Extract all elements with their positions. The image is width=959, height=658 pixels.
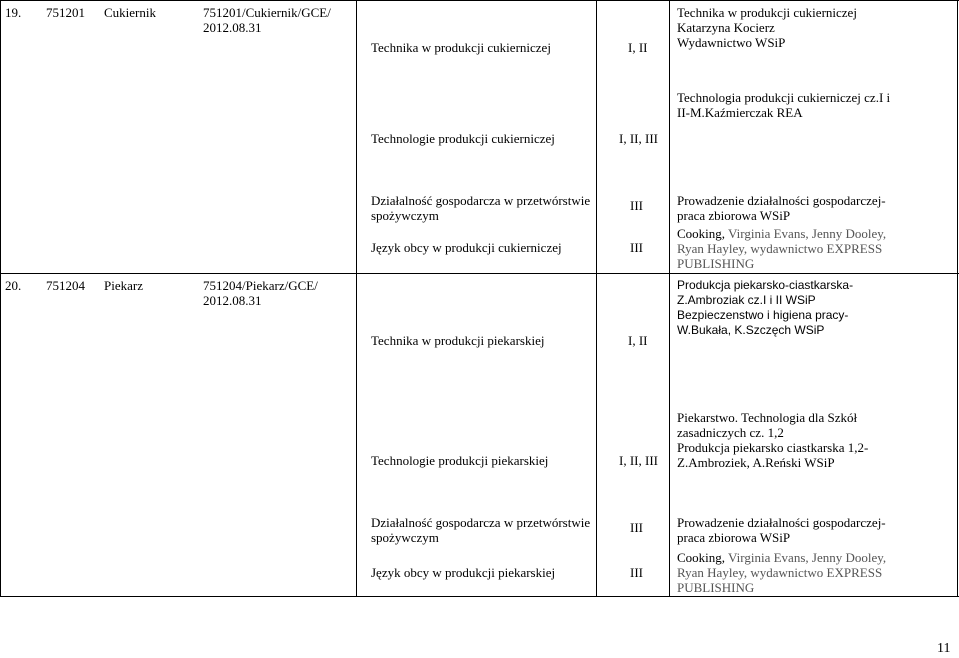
textbook-line: Produkcja piekarsko-ciastkarska- bbox=[677, 278, 854, 292]
table-bottom-border bbox=[0, 596, 959, 597]
program-code: 751201/Cukiernik/GCE/ bbox=[203, 5, 331, 20]
table-left-border bbox=[0, 0, 1, 597]
textbook-line: PUBLISHING bbox=[677, 256, 755, 271]
textbook-line: Cooking, Virginia Evans, Jenny Dooley, bbox=[677, 226, 887, 241]
textbook-line: Katarzyna Kocierz bbox=[677, 20, 775, 35]
subject-name: spożywczym bbox=[371, 208, 439, 223]
subject-name: Działalność gospodarcza w przetwórstwie bbox=[371, 515, 591, 530]
textbook-line: Technika w produkcji cukierniczej bbox=[677, 5, 857, 20]
textbook-line: Bezpieczenstwo i higiena pracy- bbox=[677, 308, 849, 322]
column-divider bbox=[596, 0, 597, 597]
textbook-line: Prowadzenie działalności gospodarczej- bbox=[677, 515, 886, 530]
textbook-line: Ryan Hayley, wydawnictwo EXPRESS bbox=[677, 241, 883, 256]
subject-classes: I, II bbox=[628, 333, 648, 348]
page-number: 11 bbox=[937, 641, 951, 656]
subject-name: Technika w produkcji cukierniczej bbox=[371, 40, 551, 55]
subject-name: Język obcy w produkcji cukierniczej bbox=[371, 240, 562, 255]
subject-classes: III bbox=[630, 565, 643, 580]
subject-classes: III bbox=[630, 198, 643, 213]
subject-name: Technologie produkcji cukierniczej bbox=[371, 131, 555, 146]
program-date: 2012.08.31 bbox=[203, 293, 262, 308]
textbook-line: Piekarstwo. Technologia dla Szkół bbox=[677, 410, 858, 425]
textbook-line: zasadniczych cz. 1,2 bbox=[677, 425, 784, 440]
textbook-line: Wydawnictwo WSiP bbox=[677, 35, 786, 50]
subject-name: Technologie produkcji piekarskiej bbox=[371, 453, 549, 468]
textbook-line: Cooking, Virginia Evans, Jenny Dooley, bbox=[677, 550, 887, 565]
profession-name: Cukiernik bbox=[104, 5, 156, 20]
textbook-line: Produkcja piekarsko ciastkarska 1,2- bbox=[677, 440, 869, 455]
textbook-line: PUBLISHING bbox=[677, 580, 755, 595]
textbook-line: W.Bukała, K.Szczęch WSiP bbox=[677, 323, 825, 337]
profession-code: 751201 bbox=[46, 5, 85, 20]
textbook-line: praca zbiorowa WSiP bbox=[677, 208, 791, 223]
subject-name: Technika w produkcji piekarskiej bbox=[371, 333, 545, 348]
textbook-line: Z.Ambroziek, A.Reński WSiP bbox=[677, 455, 835, 470]
profession-name: Piekarz bbox=[104, 278, 143, 293]
textbook-line: praca zbiorowa WSiP bbox=[677, 530, 791, 545]
textbook-line: Z.Ambroziak cz.I i II WSiP bbox=[677, 293, 816, 307]
program-date: 2012.08.31 bbox=[203, 20, 262, 35]
table-right-border bbox=[957, 0, 958, 597]
subject-name: Działalność gospodarcza w przetwórstwie bbox=[371, 193, 591, 208]
column-divider bbox=[669, 0, 670, 597]
textbook-line: Ryan Hayley, wydawnictwo EXPRESS bbox=[677, 565, 883, 580]
column-divider bbox=[356, 0, 357, 597]
row-number: 19. bbox=[5, 5, 22, 20]
textbook-line: Technologia produkcji cukierniczej cz.I i bbox=[677, 90, 891, 105]
subject-classes: III bbox=[630, 240, 643, 255]
textbook-line: Prowadzenie działalności gospodarczej- bbox=[677, 193, 886, 208]
row-number: 20. bbox=[5, 278, 22, 293]
subject-classes: I, II bbox=[628, 40, 648, 55]
profession-code: 751204 bbox=[46, 278, 85, 293]
subject-classes: I, II, III bbox=[619, 453, 658, 468]
subject-classes: I, II, III bbox=[619, 131, 658, 146]
subject-classes: III bbox=[630, 520, 643, 535]
subject-name: Język obcy w produkcji piekarskiej bbox=[371, 565, 556, 580]
table-top-border bbox=[0, 0, 959, 1]
program-code: 751204/Piekarz/GCE/ bbox=[203, 278, 318, 293]
row-divider bbox=[0, 273, 959, 274]
subject-name: spożywczym bbox=[371, 530, 439, 545]
textbook-line: II-M.Kaźmierczak REA bbox=[677, 105, 803, 120]
